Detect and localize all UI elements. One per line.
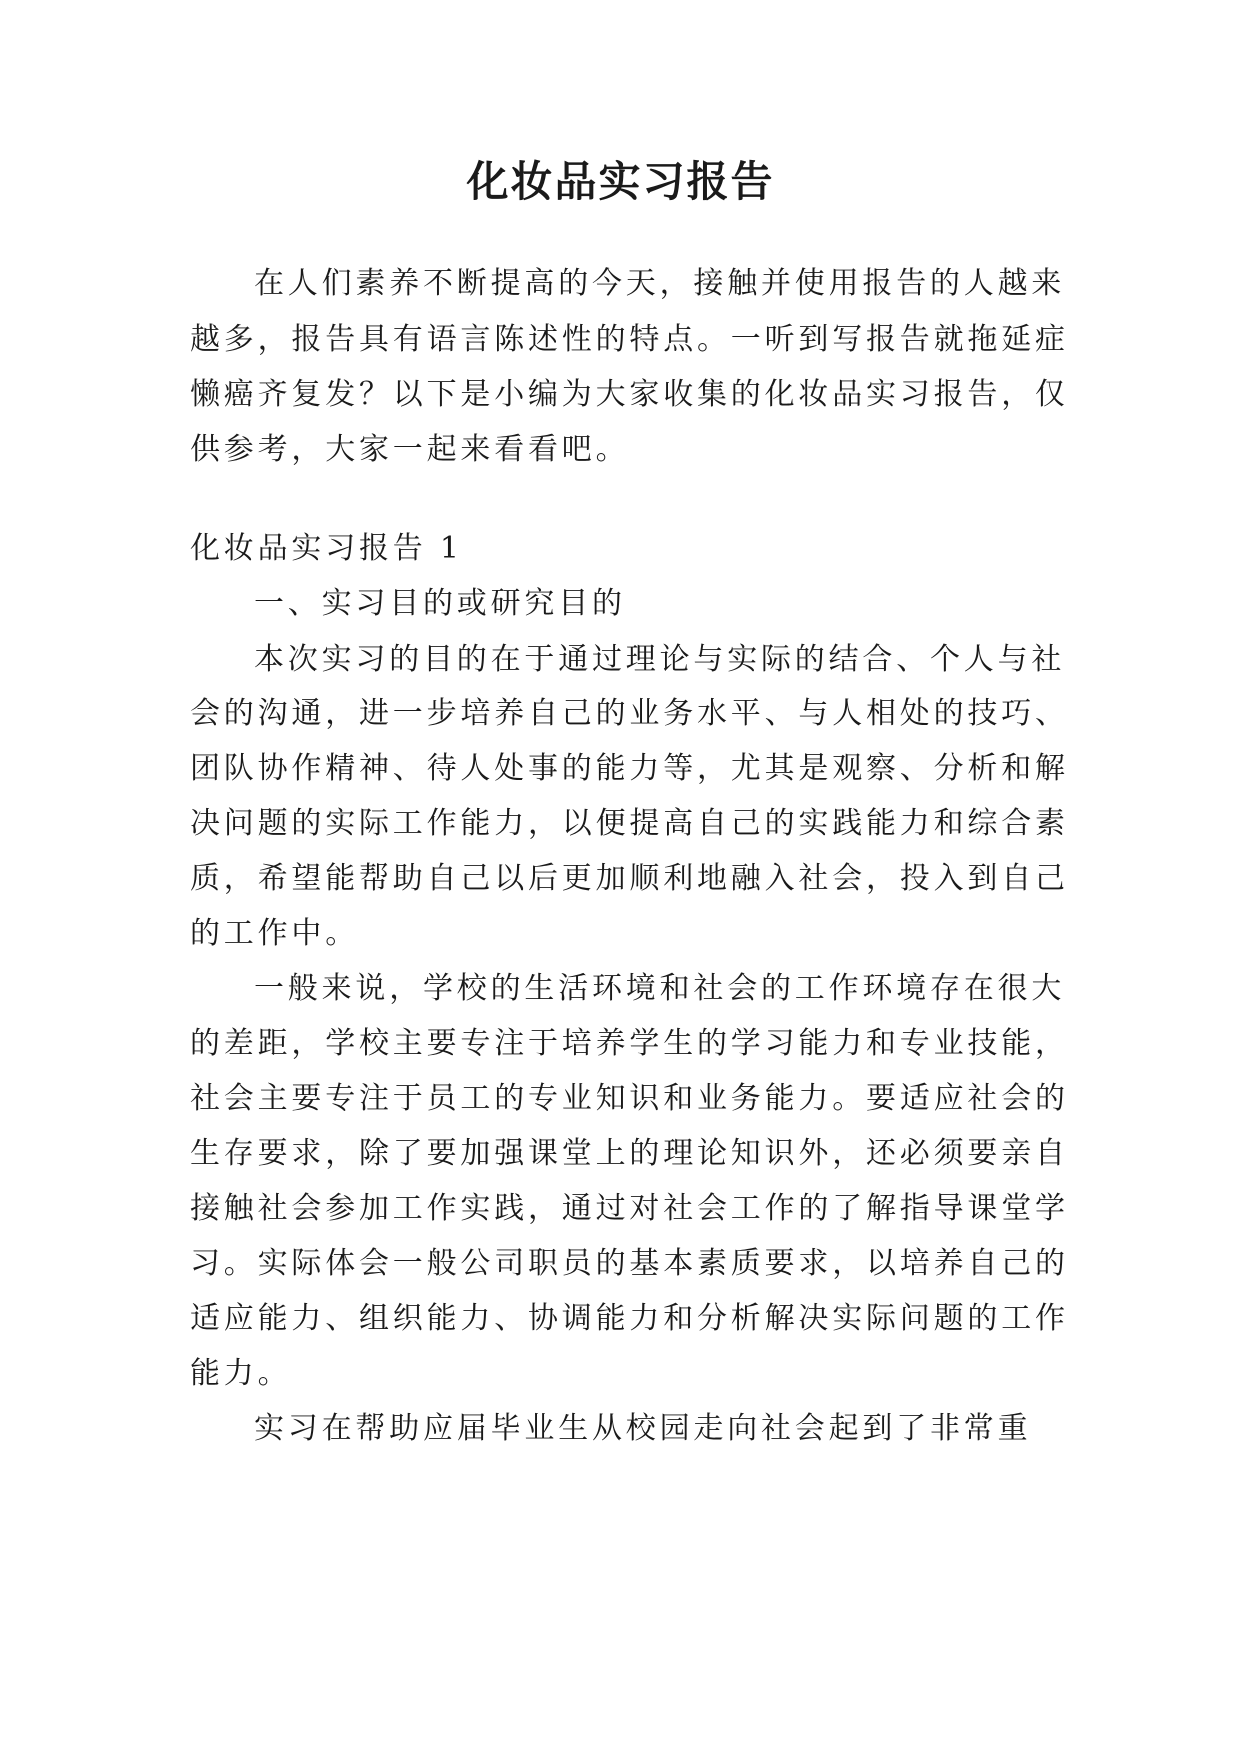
paragraph-line: 习。实际体会一般公司职员的基本素质要求，以培养自己的 (190, 1246, 1069, 1281)
paragraph-line: 实习在帮助应届毕业生从校园走向社会起到了非常重 (254, 1411, 1032, 1446)
paragraph-line: 一般来说，学校的生活环境和社会的工作环境存在很大 (254, 971, 1066, 1006)
paragraph-line: 质，希望能帮助自己以后更加顺利地融入社会，投入到自己 (190, 861, 1069, 896)
paragraph-line: 生存要求，除了要加强课堂上的理论知识外，还必须要亲自 (190, 1136, 1069, 1171)
paragraph-line: 适应能力、组织能力、协调能力和分析解决实际问题的工作 (190, 1301, 1069, 1336)
paragraph-line: 社会主要专注于员工的专业知识和业务能力。要适应社会的 (190, 1081, 1069, 1116)
paragraph-line: 本次实习的目的在于通过理论与实际的结合、个人与社 (254, 642, 1066, 677)
paragraph-line: 团队协作精神、待人处事的能力等，尤其是观察、分析和解 (190, 751, 1069, 786)
paragraph-line: 接触社会参加工作实践，通过对社会工作的了解指导课堂学 (190, 1191, 1069, 1226)
subheading: 一、实习目的或研究目的 (254, 586, 626, 621)
intro-line: 供参考，大家一起来看看吧。 (190, 432, 630, 467)
paragraph-line: 决问题的实际工作能力，以便提高自己的实践能力和综合素 (190, 806, 1069, 841)
document-title: 化妆品实习报告 (466, 157, 775, 206)
section-heading: 化妆品实习报告 1 (190, 531, 463, 566)
paragraph-line: 能力。 (190, 1356, 292, 1391)
paragraph-line: 的差距，学校主要专注于培养学生的学习能力和专业技能， (190, 1026, 1069, 1061)
intro-line: 懒癌齐复发？以下是小编为大家收集的化妆品实习报告，仅 (190, 377, 1069, 412)
paragraph-line: 会的沟通，进一步培养自己的业务水平、与人相处的技巧、 (190, 696, 1069, 731)
paragraph-line: 的工作中。 (190, 916, 359, 951)
intro-line: 越多，报告具有语言陈述性的特点。一听到写报告就拖延症 (190, 322, 1069, 357)
intro-line: 在人们素养不断提高的今天，接触并使用报告的人越来 (254, 266, 1066, 301)
